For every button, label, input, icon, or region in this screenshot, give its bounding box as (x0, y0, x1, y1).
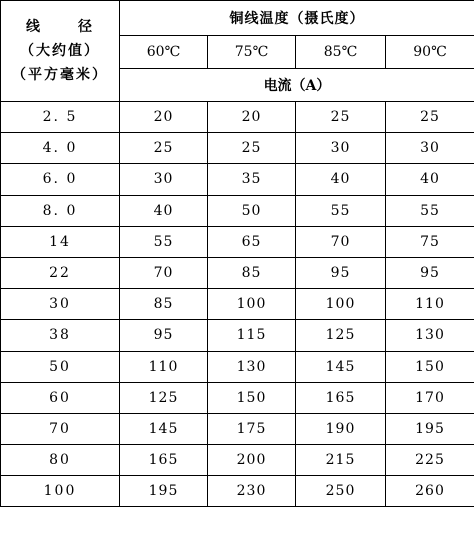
table-row (1, 195, 474, 226)
gauge-header-cell (1, 1, 120, 102)
current-cell: 100 (208, 289, 296, 320)
table-row (1, 133, 474, 164)
table-row (1, 476, 474, 507)
temp-header-90: 90℃ (386, 36, 474, 69)
gauge-header-line3: （平方毫米） (12, 67, 108, 83)
current-cell: 30 (386, 133, 474, 164)
current-cell: 150 (386, 351, 474, 382)
table-row (1, 382, 474, 413)
current-cell: 30 (296, 133, 386, 164)
current-cell: 55 (386, 195, 474, 226)
gauge-cell: 100 (1, 476, 120, 507)
current-cell: 250 (296, 476, 386, 507)
current-cell: 55 (296, 195, 386, 226)
table-body (1, 102, 474, 507)
current-cell: 75 (386, 226, 474, 257)
current-cell: 30 (120, 164, 208, 195)
temp-header-85: 85℃ (296, 36, 386, 69)
table-row (1, 164, 474, 195)
current-cell: 35 (208, 164, 296, 195)
gauge-header-line1: 线 径 (26, 19, 94, 35)
current-cell: 130 (386, 320, 474, 351)
current-cell: 110 (120, 351, 208, 382)
table-row (1, 413, 474, 444)
current-cell: 200 (208, 445, 296, 476)
current-cell: 125 (120, 382, 208, 413)
current-cell: 175 (208, 413, 296, 444)
current-cell: 145 (120, 413, 208, 444)
current-cell: 165 (296, 382, 386, 413)
current-cell: 110 (386, 289, 474, 320)
table-row (1, 226, 474, 257)
current-cell: 95 (386, 257, 474, 288)
current-cell: 70 (296, 226, 386, 257)
gauge-header-line2: （大约值） (20, 43, 100, 59)
current-cell: 65 (208, 226, 296, 257)
gauge-cell: 8. 0 (1, 195, 120, 226)
table-row (1, 445, 474, 476)
current-cell: 85 (120, 289, 208, 320)
current-cell: 50 (208, 195, 296, 226)
current-cell: 20 (120, 102, 208, 133)
current-cell: 165 (120, 445, 208, 476)
current-cell: 25 (386, 102, 474, 133)
current-cell: 225 (386, 445, 474, 476)
current-cell: 25 (208, 133, 296, 164)
current-cell: 195 (120, 476, 208, 507)
current-cell: 170 (386, 382, 474, 413)
gauge-cell: 80 (1, 445, 120, 476)
gauge-cell: 38 (1, 320, 120, 351)
gauge-cell: 22 (1, 257, 120, 288)
current-cell: 100 (296, 289, 386, 320)
current-cell: 40 (386, 164, 474, 195)
current-cell: 115 (208, 320, 296, 351)
table-row (1, 320, 474, 351)
gauge-cell: 14 (1, 226, 120, 257)
current-cell: 25 (120, 133, 208, 164)
current-cell: 20 (208, 102, 296, 133)
table-row (1, 102, 474, 133)
current-cell: 40 (120, 195, 208, 226)
gauge-cell: 2. 5 (1, 102, 120, 133)
current-cell: 95 (296, 257, 386, 288)
gauge-cell: 70 (1, 413, 120, 444)
current-unit-header: 电流（A） (120, 69, 474, 102)
current-cell: 125 (296, 320, 386, 351)
temp-header-75: 75℃ (208, 36, 296, 69)
current-cell: 25 (296, 102, 386, 133)
current-cell: 55 (120, 226, 208, 257)
gauge-cell: 6. 0 (1, 164, 120, 195)
table-row (1, 351, 474, 382)
gauge-cell: 60 (1, 382, 120, 413)
current-cell: 85 (208, 257, 296, 288)
current-cell: 70 (120, 257, 208, 288)
gauge-cell: 30 (1, 289, 120, 320)
temp-header-60: 60℃ (120, 36, 208, 69)
current-cell: 145 (296, 351, 386, 382)
table-row (1, 257, 474, 288)
gauge-cell: 4. 0 (1, 133, 120, 164)
current-cell: 95 (120, 320, 208, 351)
gauge-cell: 50 (1, 351, 120, 382)
current-cell: 195 (386, 413, 474, 444)
current-cell: 40 (296, 164, 386, 195)
current-cell: 260 (386, 476, 474, 507)
current-cell: 150 (208, 382, 296, 413)
current-cell: 215 (296, 445, 386, 476)
current-cell: 190 (296, 413, 386, 444)
table-row (1, 289, 474, 320)
current-cell: 230 (208, 476, 296, 507)
current-cell: 130 (208, 351, 296, 382)
temperature-header: 铜线温度（摄氏度） (120, 1, 474, 36)
